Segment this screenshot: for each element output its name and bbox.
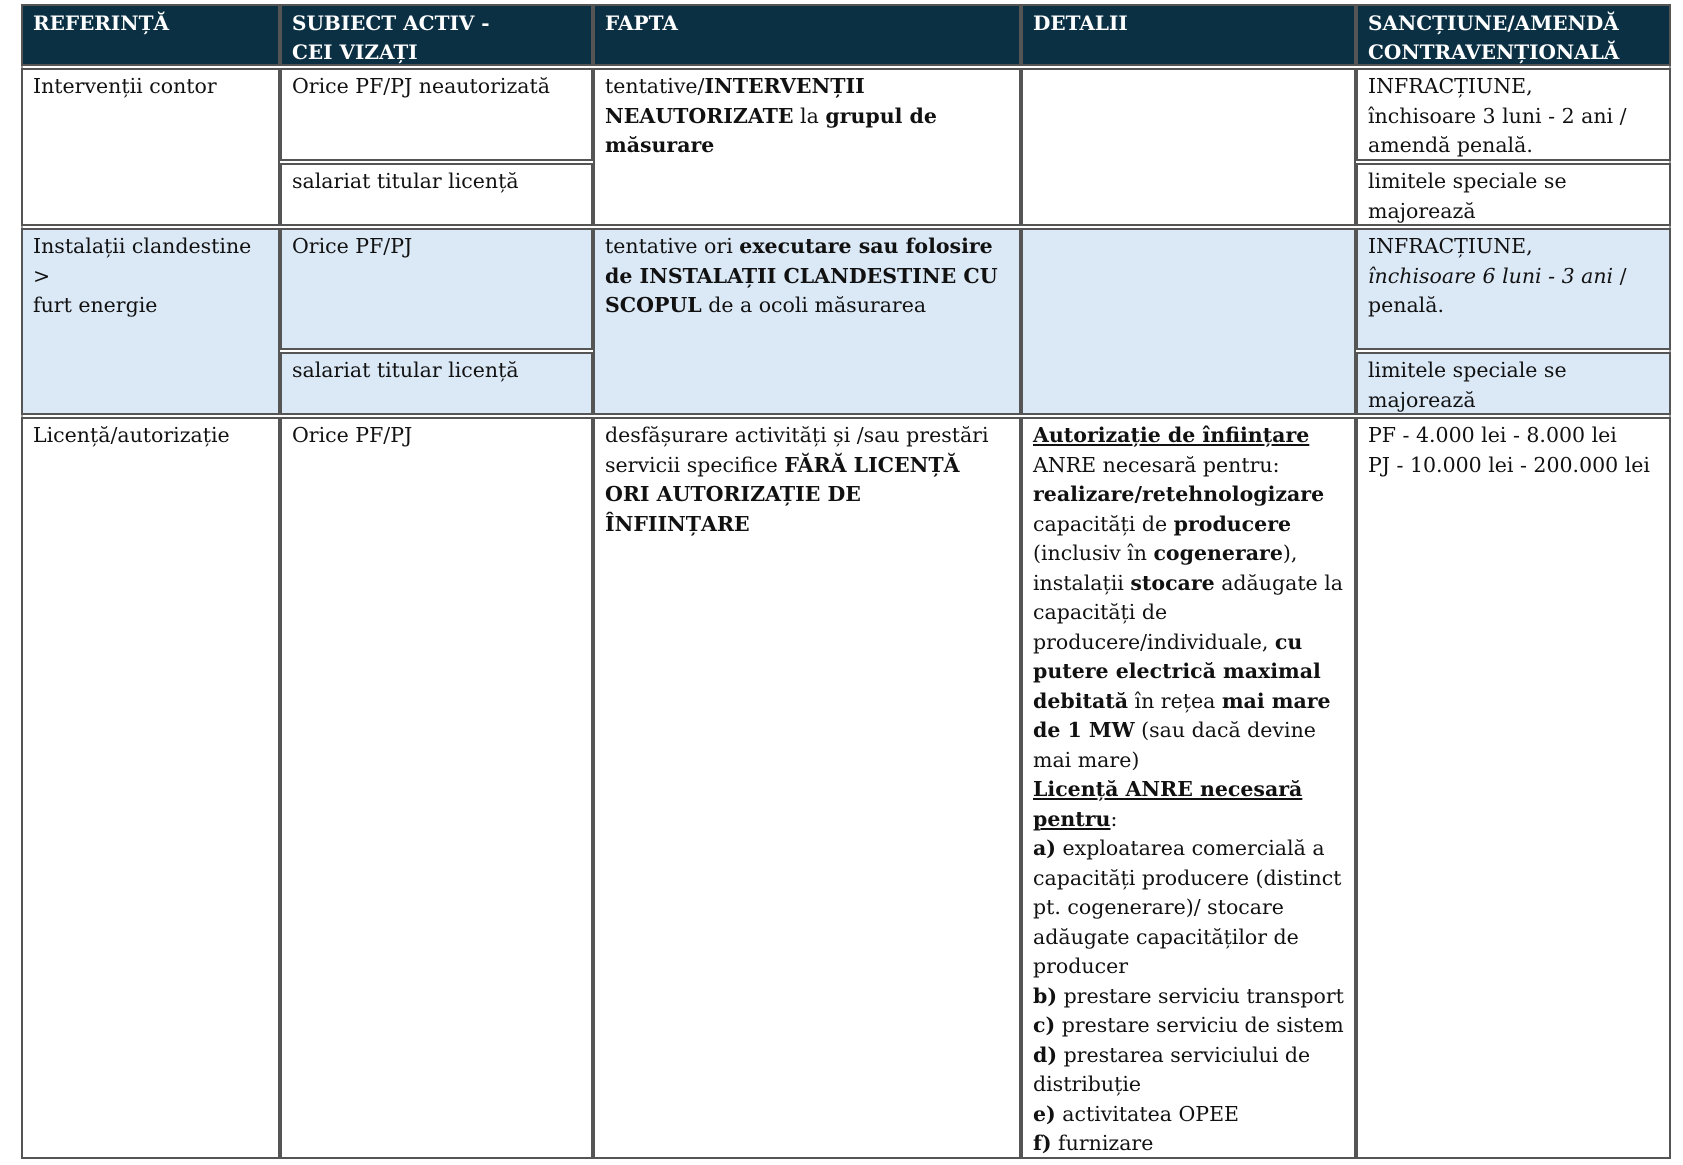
row1-subiect-b <box>280 163 593 226</box>
header-detalii-label: DETALII <box>1033 11 1128 35</box>
detalii-item-value: furnizare <box>1051 1131 1154 1155</box>
detalii-bold5: cu putere electrică maximal debitată <box>1033 629 1321 713</box>
row1-fapta <box>593 68 1021 226</box>
detalii-bold3: cogenerare <box>1153 541 1283 565</box>
row1-fapta-text1: tentative/ <box>605 74 705 98</box>
header-fapta-label: FAPTA <box>605 11 678 35</box>
detalii-licenta-line <box>1033 775 1348 834</box>
detalii-item <box>1033 982 1348 1012</box>
row2-sanctiune-a-italic: închisoare 6 luni - 3 ani <box>1368 263 1614 288</box>
detalii-text7: (sau dacă devine mai mare) <box>1033 718 1316 772</box>
row2-sanctiune-a-line3: penală. <box>1368 293 1444 317</box>
header-subiect <box>280 4 593 66</box>
header-sanctiune-line1: SANCȚIUNE/AMENDĂ <box>1368 11 1619 35</box>
detalii-text3: (inclusiv în <box>1033 541 1154 565</box>
row2-fapta-bold1: executare sau folosire de INSTALAȚII CLANDESTINE CU SCOPUL <box>605 234 998 317</box>
detalii-item <box>1033 1129 1348 1159</box>
row3-subiect <box>280 417 593 1159</box>
detalii-bold6: mai mare de 1 MW <box>1033 688 1331 742</box>
detalii-text6: în rețea <box>1128 688 1222 713</box>
detalii-item <box>1033 1100 1348 1130</box>
detalii-item-value: prestare serviciu de sistem <box>1055 1013 1344 1037</box>
row1-sanctiune-b-line1: limitele speciale se majorează <box>1368 169 1567 223</box>
row1-fapta-text2: la <box>793 103 826 128</box>
header-sanctiune-line2: CONTRAVENȚIONALĂ <box>1368 40 1620 64</box>
header-fapta <box>593 4 1021 66</box>
row3-fapta-text1: desfășurare activități și /sau prestări servicii specifice <box>605 423 989 477</box>
detalii-item-value: activitatea OPEE <box>1055 1101 1239 1126</box>
header-subiect-line2: CEI VIZAȚI <box>292 40 418 64</box>
row1-subiect-b-text: salariat titular licență <box>292 169 519 193</box>
detalii-item-key: c) <box>1033 1013 1056 1037</box>
detalii-bold2: producere <box>1173 511 1292 536</box>
detalii-item-value: prestarea serviciului de distribuție <box>1033 1042 1311 1096</box>
row2-subiect-b <box>280 352 593 415</box>
row2-sanctiune-a-line2 <box>1368 262 1659 292</box>
header-subiect-line1: SUBIECT ACTIV - <box>292 11 490 35</box>
row1-referinta <box>21 68 280 226</box>
row3-sanctiune-line1: PF - 4.000 lei - 8.000 lei <box>1368 423 1617 447</box>
row2-subiect-b-text: salariat titular licență <box>292 358 519 382</box>
detalii-item <box>1033 1011 1348 1041</box>
row3-fapta <box>593 417 1021 1159</box>
row3-detalii <box>1021 417 1356 1159</box>
detalii-item-key: f) <box>1033 1131 1052 1155</box>
detalii-item-key: b) <box>1033 983 1058 1008</box>
detalii-autorizatie-heading: Autorizație de înființare <box>1033 423 1310 447</box>
detalii-text4: ), instalații <box>1033 541 1298 595</box>
detalii-item-key: a) <box>1033 836 1056 860</box>
row3-subiect-text: Orice PF/PJ <box>292 423 413 447</box>
detalii-text2: capacități de <box>1033 511 1174 536</box>
detalii-item-key: e) <box>1033 1101 1056 1126</box>
detalii-item <box>1033 1041 1348 1100</box>
row2-sanctiune-b-line1: limitele speciale se majorează <box>1368 358 1567 412</box>
header-sanctiune <box>1356 4 1671 66</box>
row2-subiect-a-text: Orice PF/PJ <box>292 234 413 258</box>
row1-subiect-a-text: Orice PF/PJ neautorizată <box>292 74 550 98</box>
row3-fapta-bold1: FĂRĂ LICENȚĂ ORI AUTORIZAȚIE DE ÎNFIINȚARE <box>605 452 960 536</box>
row3-referinta-text: Licență/autorizație <box>33 423 230 447</box>
row3-referinta <box>21 417 280 1159</box>
row2-referinta-line2: furt energie <box>33 293 158 317</box>
row1-subiect-a <box>280 68 593 161</box>
row1-detalii <box>1021 68 1356 226</box>
row2-sanctiune-a-slash: / <box>1613 263 1627 288</box>
row1-sanctiune-b <box>1356 163 1671 226</box>
row3-sanctiune-line2: PJ - 10.000 lei - 200.000 lei <box>1368 452 1650 477</box>
detalii-item <box>1033 834 1348 982</box>
row1-sanctiune-a-line2: închisoare 3 luni - 2 ani / <box>1368 103 1627 128</box>
row3-sanctiune <box>1356 417 1671 1159</box>
detalii-item <box>1033 1159 1348 1160</box>
detalii-item-value: exploatarea comercială a capacități producere (distinct pt. cogenerare)/ stocare adăugate capacităților de producer <box>1033 836 1342 978</box>
header-referinta-label: REFERINȚĂ <box>33 11 169 35</box>
row1-sanctiune-a-line3: amendă penală. <box>1368 133 1533 157</box>
detalii-bold4: stocare <box>1130 570 1215 595</box>
row1-sanctiune-a-line1: INFRACȚIUNE, <box>1368 74 1533 98</box>
detalii-text1: ANRE necesară pentru: <box>1033 452 1280 477</box>
detalii-item-key: d) <box>1033 1042 1058 1067</box>
row1-fapta-bold2: grupul de măsurare <box>605 103 937 157</box>
detalii-licenta-heading: Licență ANRE necesară pentru <box>1033 777 1303 831</box>
header-referinta <box>21 4 280 66</box>
detalii-colon: : <box>1110 806 1118 831</box>
row2-detalii <box>1021 228 1356 415</box>
row1-sanctiune-a <box>1356 68 1671 161</box>
row2-fapta <box>593 228 1021 415</box>
detalii-text5: adăugate la capacități de producere/individuale, <box>1033 570 1343 654</box>
header-detalii <box>1021 4 1356 66</box>
row2-referinta <box>21 228 280 415</box>
detalii-item-value: prestare serviciu transport <box>1057 983 1344 1008</box>
detalii-bold1: realizare/retehnologizare <box>1033 482 1325 506</box>
row2-referinta-line1: Instalații clandestine > <box>33 234 252 288</box>
row1-referinta-text: Intervenții contor <box>33 74 217 98</box>
row2-fapta-text1: tentative ori <box>605 234 740 258</box>
row2-sanctiune-a-line1: INFRACȚIUNE, <box>1368 234 1533 258</box>
row2-subiect-a <box>280 228 593 350</box>
row2-fapta-text2: de a ocoli măsurarea <box>701 293 927 317</box>
row2-sanctiune-b <box>1356 352 1671 415</box>
row2-sanctiune-a <box>1356 228 1671 350</box>
row1-fapta-bold1: INTERVENȚII NEAUTORIZATE <box>605 74 865 128</box>
